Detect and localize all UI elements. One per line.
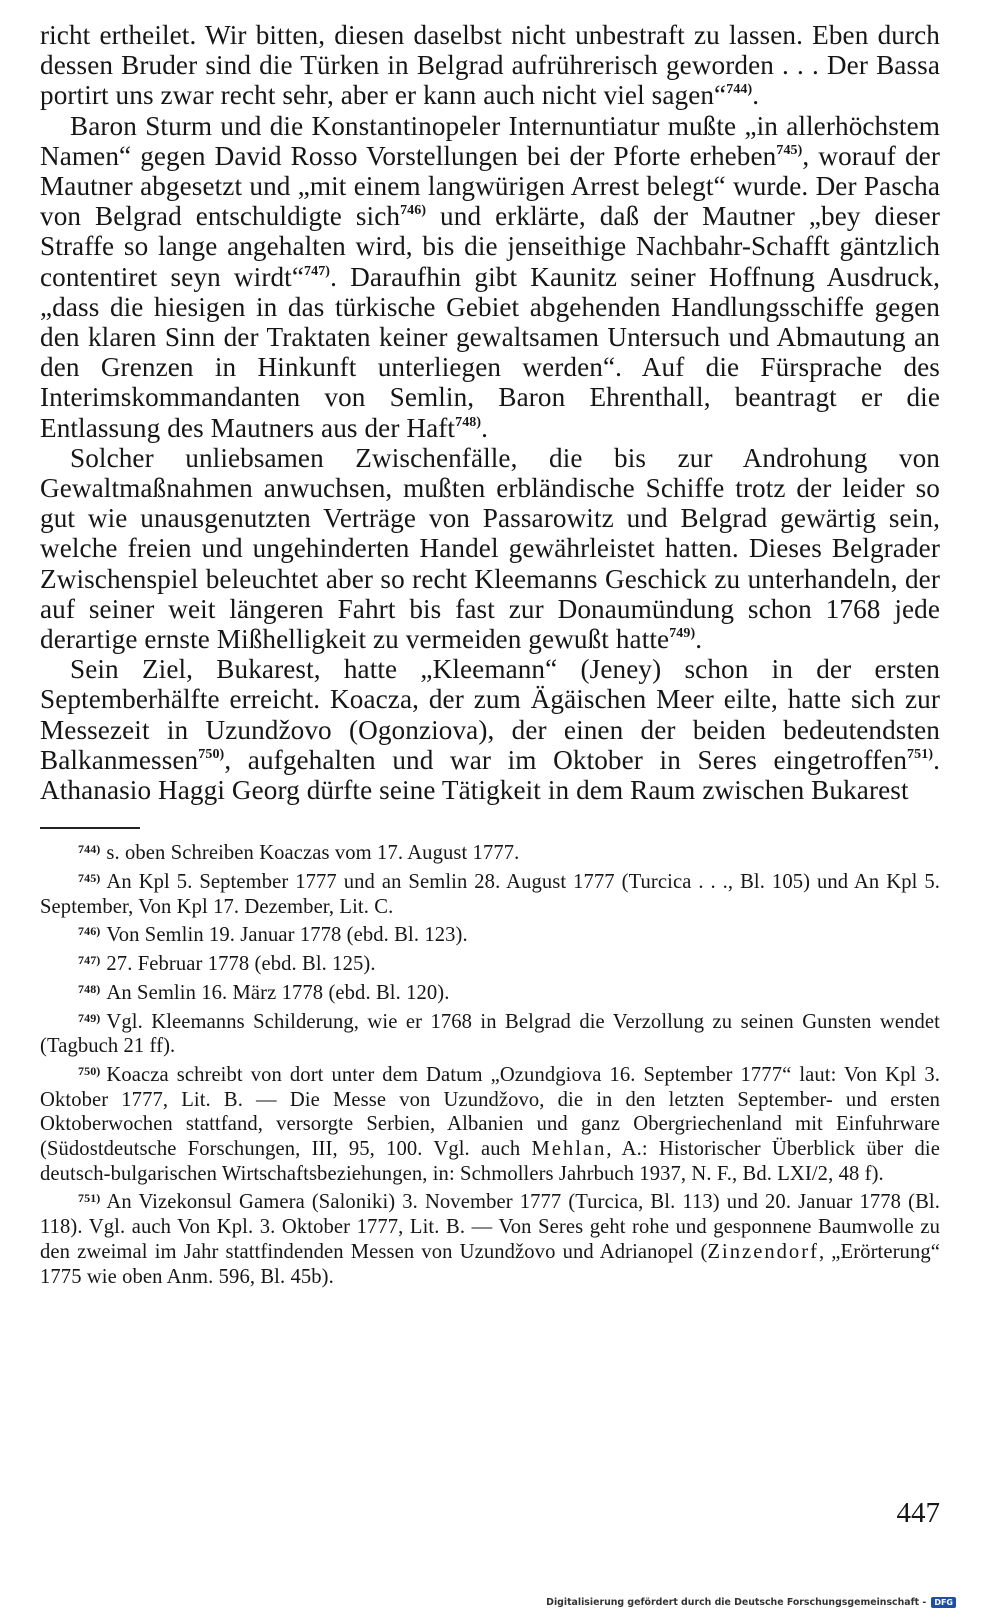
footnote-number: 750) — [78, 1063, 101, 1078]
dfg-logo-icon: DFG — [931, 1597, 956, 1608]
author-name: Zinzendorf — [707, 1240, 819, 1263]
footnote-number: 749) — [78, 1010, 101, 1025]
footnote-number: 747) — [78, 953, 101, 968]
footnote-745: $^{745)}$ An Kpl 5. September 1777 und an Semlin 28. August 1777 (Turcica . . ., Bl. 105) und An Kpl 5. September, Von Kpl 17. Dezember, Lit. C. — [40, 870, 940, 918]
footnote-746: $^{746)}$ Von Semlin 19. Januar 1778 (ebd. Bl. 123). — [78, 924, 468, 947]
page-number: 447 — [896, 1497, 940, 1529]
footnote-ref-747[interactable]: 747) — [304, 263, 331, 279]
digitization-credit — [546, 1597, 956, 1608]
footnote-ref-744[interactable]: 744) — [726, 82, 753, 98]
footnote-separator — [40, 827, 140, 829]
credit-text: Digitalisierung gefördert durch die Deutsche Forschungsgemeinschaft - — [546, 1597, 927, 1608]
footnote-750: $^{750)}$ Koacza schreibt von dort unter dem Datum „Ozundgiova 16. September 1777“ laut: Von Kpl 3. Oktober 1777, Lit. B. — Die Messe von Uzundžovo, die in den letzten September- und ersten Oktoberwochen stattfand, versorgte Serbien, Albanien und ganz Obergriechenland mit Einfuhrware (Südostdeutsche Forschungen, III, 95, 100. Vgl. auch Mehlan, A.: Historischer Überblick über die deutsch-bulgarischen Wirtschaftsbeziehungen, in: Schmollers Jahrbuch 1937, N. F., Bd. LXI/2, 48 f). — [40, 1063, 940, 1185]
author-name: Mehlan — [531, 1138, 607, 1161]
footnote-744: $^{744)}$ s. oben Schreiben Koaczas vom 17. August 1777. — [78, 842, 520, 865]
footnote-number: 744) — [78, 842, 101, 857]
paragraph-1: richt ertheilet. Wir bitten, diesen daselbst nicht unbestraft zu lassen. Eben durch dessen Bruder sind die Türken in Belgrad aufrührerisch geworden . . . Der Bassa portirt uns zwar recht sehr, aber er kann auch nicht viel sagen“$^{744)}$. — [40, 20, 940, 111]
footnote-ref-750[interactable]: 750) — [198, 746, 225, 762]
footnote-ref-745[interactable]: 745) — [776, 142, 803, 158]
footnote-number: 745) — [78, 870, 101, 885]
paragraph-4: Sein Ziel, Bukarest, hatte „Kleemann“ (Jeney) schon in der ersten Septemberhälfte erreicht. Koacza, der zum Ägäischen Meer eilte, hatte sich zur Messezeit in Uzundžovo (Ogonziova), der einen der beiden bedeutendsten Balkanmessen$^{750)}$, aufgehalten und war im Oktober in Seres eingetroffen$^{751)}$. Athanasio Haggi Georg dürfte seine Tätigkeit in dem Raum zwischen Bukarest — [40, 654, 940, 806]
footnote-ref-751[interactable]: 751) — [907, 746, 934, 762]
footnote-749: $^{749)}$ Vgl. Kleemanns Schilderung, wie er 1768 in Belgrad die Verzollung zu seinen Gunsten wendet (Tagbuch 21 ff). — [40, 1010, 940, 1058]
footnote-747: $^{747)}$ 27. Februar 1778 (ebd. Bl. 125). — [78, 953, 376, 976]
paragraph-3: Solcher unliebsamen Zwischenfälle, die bis zur Androhung von Gewaltmaßnahmen anwuchsen, mußten erbländische Schiffe trotz der leider so gut wie unausgenutzten Verträge von Passarowitz und Belgrad gewärtig sein, welche freien und ungehinderten Handel gewährleistet hatten. Dieses Belgrader Zwischenspiel beleuchtet aber so recht Kleemanns Geschick zu unterhandeln, der auf seiner weit längeren Fahrt bis fast zur Donaumündung schon 1768 jede derartige ernste Mißhelligkeit zu vermeiden gewußt hatte$^{749)}$. — [40, 442, 940, 655]
page — [40, 20, 940, 1289]
footnote-ref-746[interactable]: 746) — [400, 203, 427, 219]
paragraph-2: Baron Sturm und die Konstantinopeler Internuntiatur mußte „in allerhöchstem Namen“ gegen David Rosso Vorstellungen bei der Pforte erheben$^{745)}$, worauf der Mautner abgesetzt und „mit einem langwürigen Arrest belegt“ wurde. Der Pascha von Belgrad entschuldigte sich$^{746)}$ und erklärte, daß der Mautner „bey dieser Straffe so lange angehalten wird, bis die jenseithige Nachbahr-Schafft gäntzlich contentiret seyn wirdt“$^{747)}$. Daraufhin gibt Kaunitz seiner Hoffnung Ausdruck, „dass die hiesigen in das türkische Gebiet abgehenden Handlungsschiffe gegen den klaren Sinn der Traktaten keiner gewaltsamen Untersuch und Abmautung an den Grenzen in Hinkunft unterliegen werden“. Auf die Fürsprache des Interimskommandanten von Semlin, Baron Ehrenthall, beantragt er die Entlassung des Mautners aus der Haft$^{748)}$. — [40, 110, 941, 443]
footnote-number: 751) — [78, 1191, 101, 1206]
footnotes — [40, 837, 940, 1289]
main-text — [40, 20, 940, 805]
footnote-ref-749[interactable]: 749) — [669, 626, 696, 642]
footnote-751: $^{751)}$ An Vizekonsul Gamera (Saloniki) 3. November 1777 (Turcica, Bl. 113) und 20. Januar 1778 (Bl. 118). Vgl. auch Von Kpl. 3. Oktober 1777, Lit. B. — Von Seres geht rohe und gesponnene Baumwolle zu den zweimal im Jahr stattfindenden Messen von Uzundžovo und Adrianopel (Zinzendorf, „Erörterung“ 1775 wie oben Anm. 596, Bl. 45b). — [40, 1191, 940, 1288]
footnote-ref-748[interactable]: 748) — [455, 414, 482, 430]
footnote-number: 746) — [78, 924, 101, 939]
footnote-748: $^{748)}$ An Semlin 16. März 1778 (ebd. Bl. 120). — [78, 981, 450, 1004]
footnote-number: 748) — [78, 981, 101, 996]
